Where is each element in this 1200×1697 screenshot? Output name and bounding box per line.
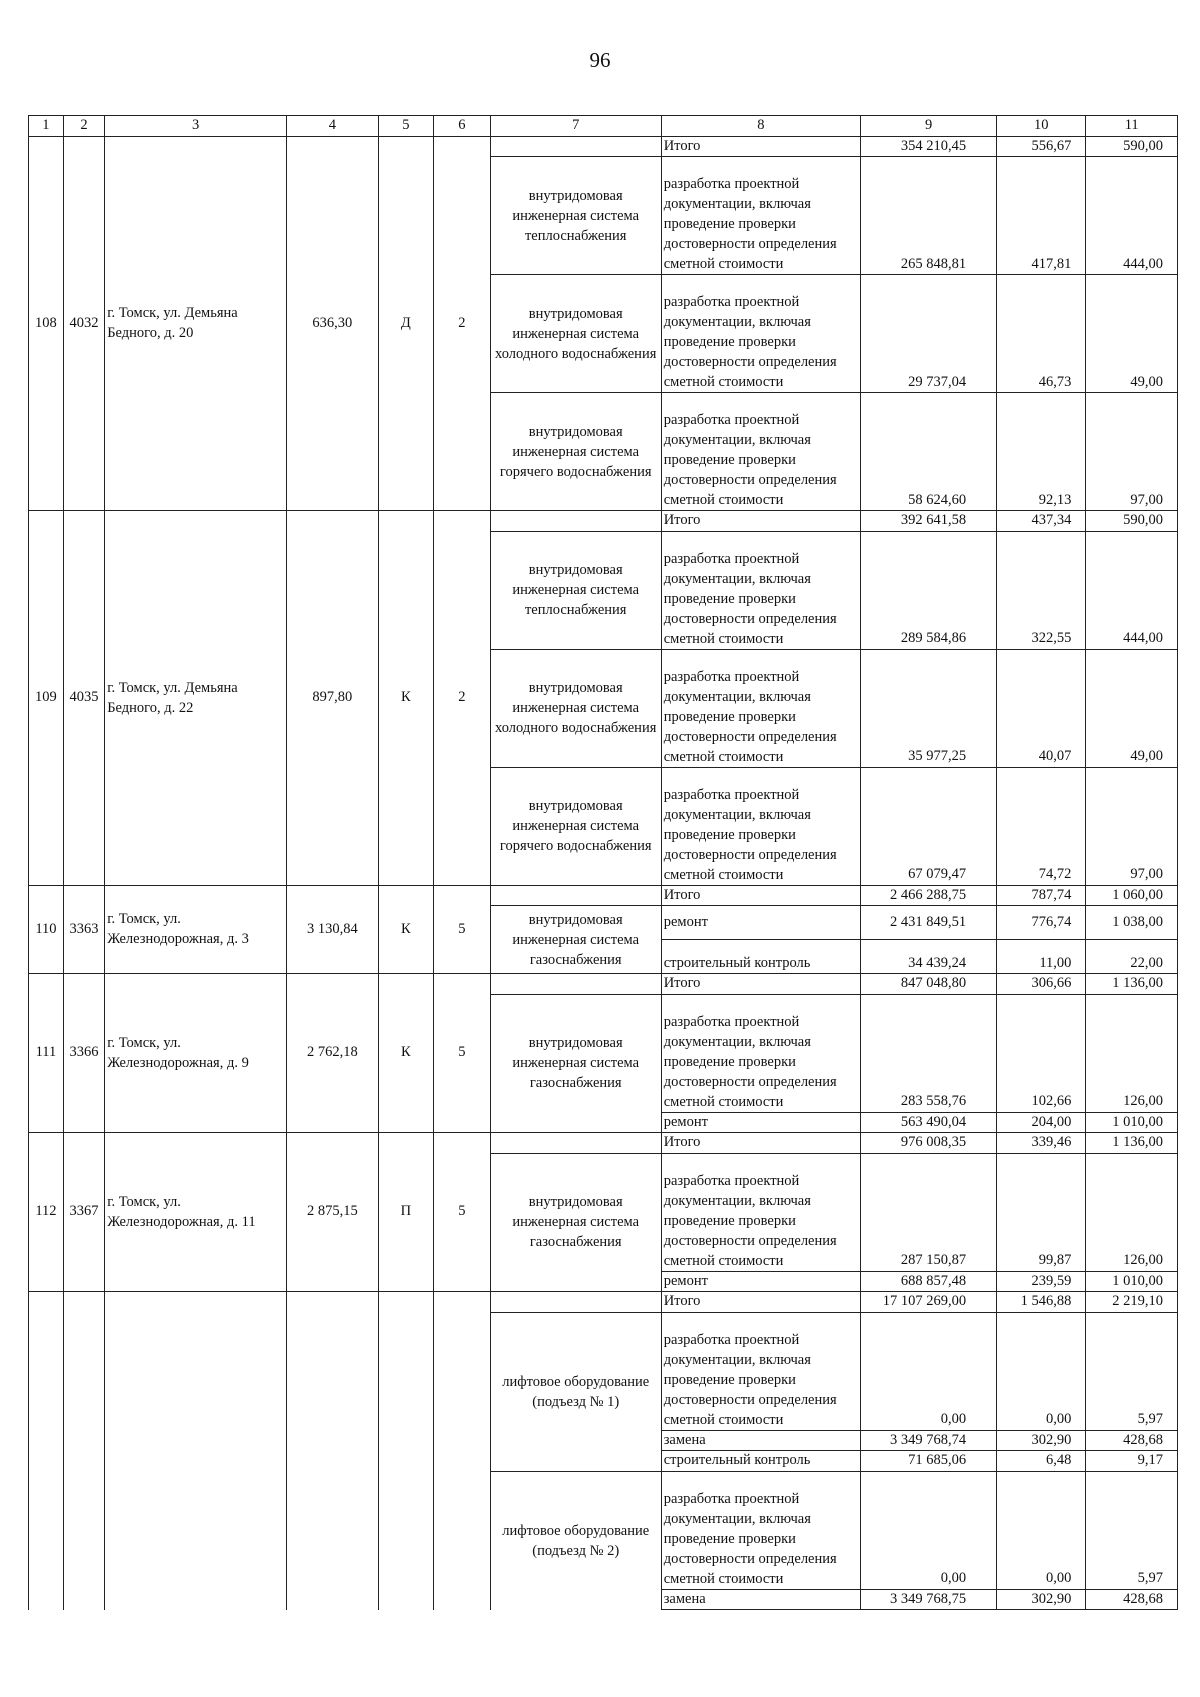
unit-cost: 74,72 bbox=[997, 767, 1086, 885]
system-name: внутридомовая инженерная система горячего водоснабжения bbox=[490, 767, 661, 885]
col-header-1: 1 bbox=[29, 116, 64, 137]
limit-cost: 126,00 bbox=[1086, 994, 1178, 1112]
limit-cost: 428,68 bbox=[1086, 1589, 1178, 1610]
col-header-9: 9 bbox=[861, 116, 997, 137]
house-address: г. Томск, ул. Демьяна Бедного, д. 22 bbox=[105, 511, 287, 886]
col-header-7: 7 bbox=[490, 116, 661, 137]
limit-cost: 428,68 bbox=[1086, 1430, 1178, 1451]
table-row bbox=[29, 136, 1178, 157]
total-cost: 392 641,58 bbox=[861, 511, 997, 532]
limit-cost: 1 136,00 bbox=[1086, 1133, 1178, 1154]
limit-cost: 5,97 bbox=[1086, 1312, 1178, 1430]
limit-cost: 97,00 bbox=[1086, 767, 1178, 885]
limit-cost: 444,00 bbox=[1086, 531, 1178, 649]
unit-cost: 239,59 bbox=[997, 1271, 1086, 1292]
unit-cost: 1 546,88 bbox=[997, 1292, 1086, 1313]
unit-cost: 11,00 bbox=[997, 940, 1086, 974]
total-cost: 35 977,25 bbox=[861, 649, 997, 767]
page-number: 96 bbox=[589, 48, 611, 72]
limit-cost: 590,00 bbox=[1086, 511, 1178, 532]
work-type: разработка проектной документации, включая проведение проверки достоверности определения сметной стоимости bbox=[661, 1153, 860, 1271]
house-area: 897,80 bbox=[287, 511, 378, 886]
system-name: внутридомовая инженерная система газоснабжения bbox=[490, 1153, 661, 1292]
column-header-row bbox=[29, 116, 1178, 137]
house-floors: 5 bbox=[434, 1133, 491, 1292]
limit-cost: 49,00 bbox=[1086, 275, 1178, 393]
work-type: замена bbox=[661, 1430, 860, 1451]
system-name: внутридомовая инженерная система теплоснабжения bbox=[490, 157, 661, 275]
col-header-5: 5 bbox=[378, 116, 434, 137]
limit-cost: 1 136,00 bbox=[1086, 974, 1178, 995]
total-cost: 58 624,60 bbox=[861, 393, 997, 511]
row-number: 112 bbox=[29, 1133, 64, 1292]
table-row bbox=[29, 1292, 1178, 1313]
unit-cost: 92,13 bbox=[997, 393, 1086, 511]
unit-cost: 102,66 bbox=[997, 994, 1086, 1112]
unit-cost: 302,90 bbox=[997, 1430, 1086, 1451]
limit-cost: 1 060,00 bbox=[1086, 885, 1178, 906]
limit-cost: 9,17 bbox=[1086, 1451, 1178, 1472]
unit-cost: 0,00 bbox=[997, 1312, 1086, 1430]
total-cost: 976 008,35 bbox=[861, 1133, 997, 1154]
row-number: 110 bbox=[29, 885, 64, 974]
work-type: строительный контроль bbox=[661, 940, 860, 974]
limit-cost: 5,97 bbox=[1086, 1471, 1178, 1589]
house-area: 2 875,15 bbox=[287, 1133, 378, 1292]
system-name: лифтовое оборудование (подъезд № 1) bbox=[490, 1312, 661, 1471]
total-cost: 2 466 288,75 bbox=[861, 885, 997, 906]
system-blank bbox=[490, 136, 661, 157]
house-address: г. Томск, ул. Железнодорожная, д. 3 bbox=[105, 885, 287, 974]
total-cost: 354 210,45 bbox=[861, 136, 997, 157]
system-blank bbox=[490, 1292, 661, 1313]
house-letter: К bbox=[378, 885, 434, 974]
work-type: ремонт bbox=[661, 906, 860, 940]
col-header-10: 10 bbox=[997, 116, 1086, 137]
table-row bbox=[29, 974, 1178, 995]
house-floors bbox=[434, 1292, 491, 1610]
work-type: замена bbox=[661, 1589, 860, 1610]
work-type: разработка проектной документации, включая проведение проверки достоверности определения сметной стоимости bbox=[661, 1471, 860, 1589]
house-letter: Д bbox=[378, 136, 434, 511]
total-cost: 688 857,48 bbox=[861, 1271, 997, 1292]
itogo-label: Итого bbox=[661, 885, 860, 906]
house-area bbox=[287, 1292, 378, 1610]
itogo-label: Итого bbox=[661, 1133, 860, 1154]
limit-cost: 1 010,00 bbox=[1086, 1112, 1178, 1133]
unit-cost: 556,67 bbox=[997, 136, 1086, 157]
work-type: разработка проектной документации, включая проведение проверки достоверности определения сметной стоимости bbox=[661, 994, 860, 1112]
limit-cost: 22,00 bbox=[1086, 940, 1178, 974]
total-cost: 34 439,24 bbox=[861, 940, 997, 974]
col-header-4: 4 bbox=[287, 116, 378, 137]
system-blank bbox=[490, 1133, 661, 1154]
unit-cost: 787,74 bbox=[997, 885, 1086, 906]
house-address: г. Томск, ул. Железнодорожная, д. 9 bbox=[105, 974, 287, 1133]
total-cost: 289 584,86 bbox=[861, 531, 997, 649]
unit-cost: 302,90 bbox=[997, 1589, 1086, 1610]
unit-cost: 437,34 bbox=[997, 511, 1086, 532]
total-cost: 847 048,80 bbox=[861, 974, 997, 995]
unit-cost: 6,48 bbox=[997, 1451, 1086, 1472]
house-code: 4032 bbox=[63, 136, 104, 511]
total-cost: 0,00 bbox=[861, 1312, 997, 1430]
itogo-label: Итого bbox=[661, 974, 860, 995]
house-code: 3366 bbox=[63, 974, 104, 1133]
work-type: ремонт bbox=[661, 1112, 860, 1133]
work-type: строительный контроль bbox=[661, 1451, 860, 1472]
house-address: г. Томск, ул. Железнодорожная, д. 11 bbox=[105, 1133, 287, 1292]
system-name: внутридомовая инженерная система холодного водоснабжения bbox=[490, 275, 661, 393]
total-cost: 3 349 768,74 bbox=[861, 1430, 997, 1451]
total-cost: 71 685,06 bbox=[861, 1451, 997, 1472]
house-code bbox=[63, 1292, 104, 1610]
total-cost: 2 431 849,51 bbox=[861, 906, 997, 940]
system-name: внутридомовая инженерная система газоснабжения bbox=[490, 994, 661, 1133]
total-cost: 0,00 bbox=[861, 1471, 997, 1589]
unit-cost: 306,66 bbox=[997, 974, 1086, 995]
work-type: разработка проектной документации, включая проведение проверки достоверности определения сметной стоимости bbox=[661, 767, 860, 885]
col-header-8: 8 bbox=[661, 116, 860, 137]
house-letter bbox=[378, 1292, 434, 1610]
house-letter: К bbox=[378, 511, 434, 886]
limit-cost: 126,00 bbox=[1086, 1153, 1178, 1271]
house-area: 2 762,18 bbox=[287, 974, 378, 1133]
limit-cost: 444,00 bbox=[1086, 157, 1178, 275]
limit-cost: 1 038,00 bbox=[1086, 906, 1178, 940]
house-address bbox=[105, 1292, 287, 1610]
house-code: 3363 bbox=[63, 885, 104, 974]
house-floors: 5 bbox=[434, 885, 491, 974]
unit-cost: 46,73 bbox=[997, 275, 1086, 393]
limit-cost: 97,00 bbox=[1086, 393, 1178, 511]
system-name: внутридомовая инженерная система теплоснабжения bbox=[490, 531, 661, 649]
total-cost: 283 558,76 bbox=[861, 994, 997, 1112]
itogo-label: Итого bbox=[661, 1292, 860, 1313]
work-type: разработка проектной документации, включая проведение проверки достоверности определения сметной стоимости bbox=[661, 275, 860, 393]
house-area: 636,30 bbox=[287, 136, 378, 511]
work-schedule-table bbox=[28, 115, 1178, 1610]
work-type: ремонт bbox=[661, 1271, 860, 1292]
house-address: г. Томск, ул. Демьяна Бедного, д. 20 bbox=[105, 136, 287, 511]
row-number bbox=[29, 1292, 64, 1610]
house-floors: 5 bbox=[434, 974, 491, 1133]
unit-cost: 417,81 bbox=[997, 157, 1086, 275]
total-cost: 265 848,81 bbox=[861, 157, 997, 275]
row-number: 108 bbox=[29, 136, 64, 511]
system-name: лифтовое оборудование (подъезд № 2) bbox=[490, 1471, 661, 1610]
total-cost: 67 079,47 bbox=[861, 767, 997, 885]
unit-cost: 0,00 bbox=[997, 1471, 1086, 1589]
unit-cost: 776,74 bbox=[997, 906, 1086, 940]
work-type: разработка проектной документации, включая проведение проверки достоверности определения сметной стоимости bbox=[661, 393, 860, 511]
house-area: 3 130,84 bbox=[287, 885, 378, 974]
house-code: 3367 bbox=[63, 1133, 104, 1292]
system-name: внутридомовая инженерная система горячего водоснабжения bbox=[490, 393, 661, 511]
system-name: внутридомовая инженерная система холодного водоснабжения bbox=[490, 649, 661, 767]
system-blank bbox=[490, 885, 661, 906]
work-type: разработка проектной документации, включая проведение проверки достоверности определения сметной стоимости bbox=[661, 157, 860, 275]
table-row bbox=[29, 885, 1178, 906]
itogo-label: Итого bbox=[661, 511, 860, 532]
limit-cost: 590,00 bbox=[1086, 136, 1178, 157]
house-floors: 2 bbox=[434, 136, 491, 511]
system-blank bbox=[490, 974, 661, 995]
limit-cost: 49,00 bbox=[1086, 649, 1178, 767]
row-number: 111 bbox=[29, 974, 64, 1133]
limit-cost: 1 010,00 bbox=[1086, 1271, 1178, 1292]
unit-cost: 322,55 bbox=[997, 531, 1086, 649]
row-number: 109 bbox=[29, 511, 64, 886]
house-code: 4035 bbox=[63, 511, 104, 886]
col-header-3: 3 bbox=[105, 116, 287, 137]
total-cost: 563 490,04 bbox=[861, 1112, 997, 1133]
col-header-11: 11 bbox=[1086, 116, 1178, 137]
table-row bbox=[29, 1133, 1178, 1154]
col-header-2: 2 bbox=[63, 116, 104, 137]
total-cost: 29 737,04 bbox=[861, 275, 997, 393]
unit-cost: 339,46 bbox=[997, 1133, 1086, 1154]
house-floors: 2 bbox=[434, 511, 491, 886]
house-letter: К bbox=[378, 974, 434, 1133]
itogo-label: Итого bbox=[661, 136, 860, 157]
system-blank bbox=[490, 511, 661, 532]
work-type: разработка проектной документации, включая проведение проверки достоверности определения сметной стоимости bbox=[661, 649, 860, 767]
work-type: разработка проектной документации, включая проведение проверки достоверности определения сметной стоимости bbox=[661, 531, 860, 649]
limit-cost: 2 219,10 bbox=[1086, 1292, 1178, 1313]
work-type: разработка проектной документации, включая проведение проверки достоверности определения сметной стоимости bbox=[661, 1312, 860, 1430]
system-name: внутридомовая инженерная система газоснабжения bbox=[490, 906, 661, 974]
total-cost: 287 150,87 bbox=[861, 1153, 997, 1271]
col-header-6: 6 bbox=[434, 116, 491, 137]
total-cost: 17 107 269,00 bbox=[861, 1292, 997, 1313]
unit-cost: 204,00 bbox=[997, 1112, 1086, 1133]
unit-cost: 40,07 bbox=[997, 649, 1086, 767]
house-letter: П bbox=[378, 1133, 434, 1292]
table-row bbox=[29, 511, 1178, 532]
total-cost: 3 349 768,75 bbox=[861, 1589, 997, 1610]
unit-cost: 99,87 bbox=[997, 1153, 1086, 1271]
